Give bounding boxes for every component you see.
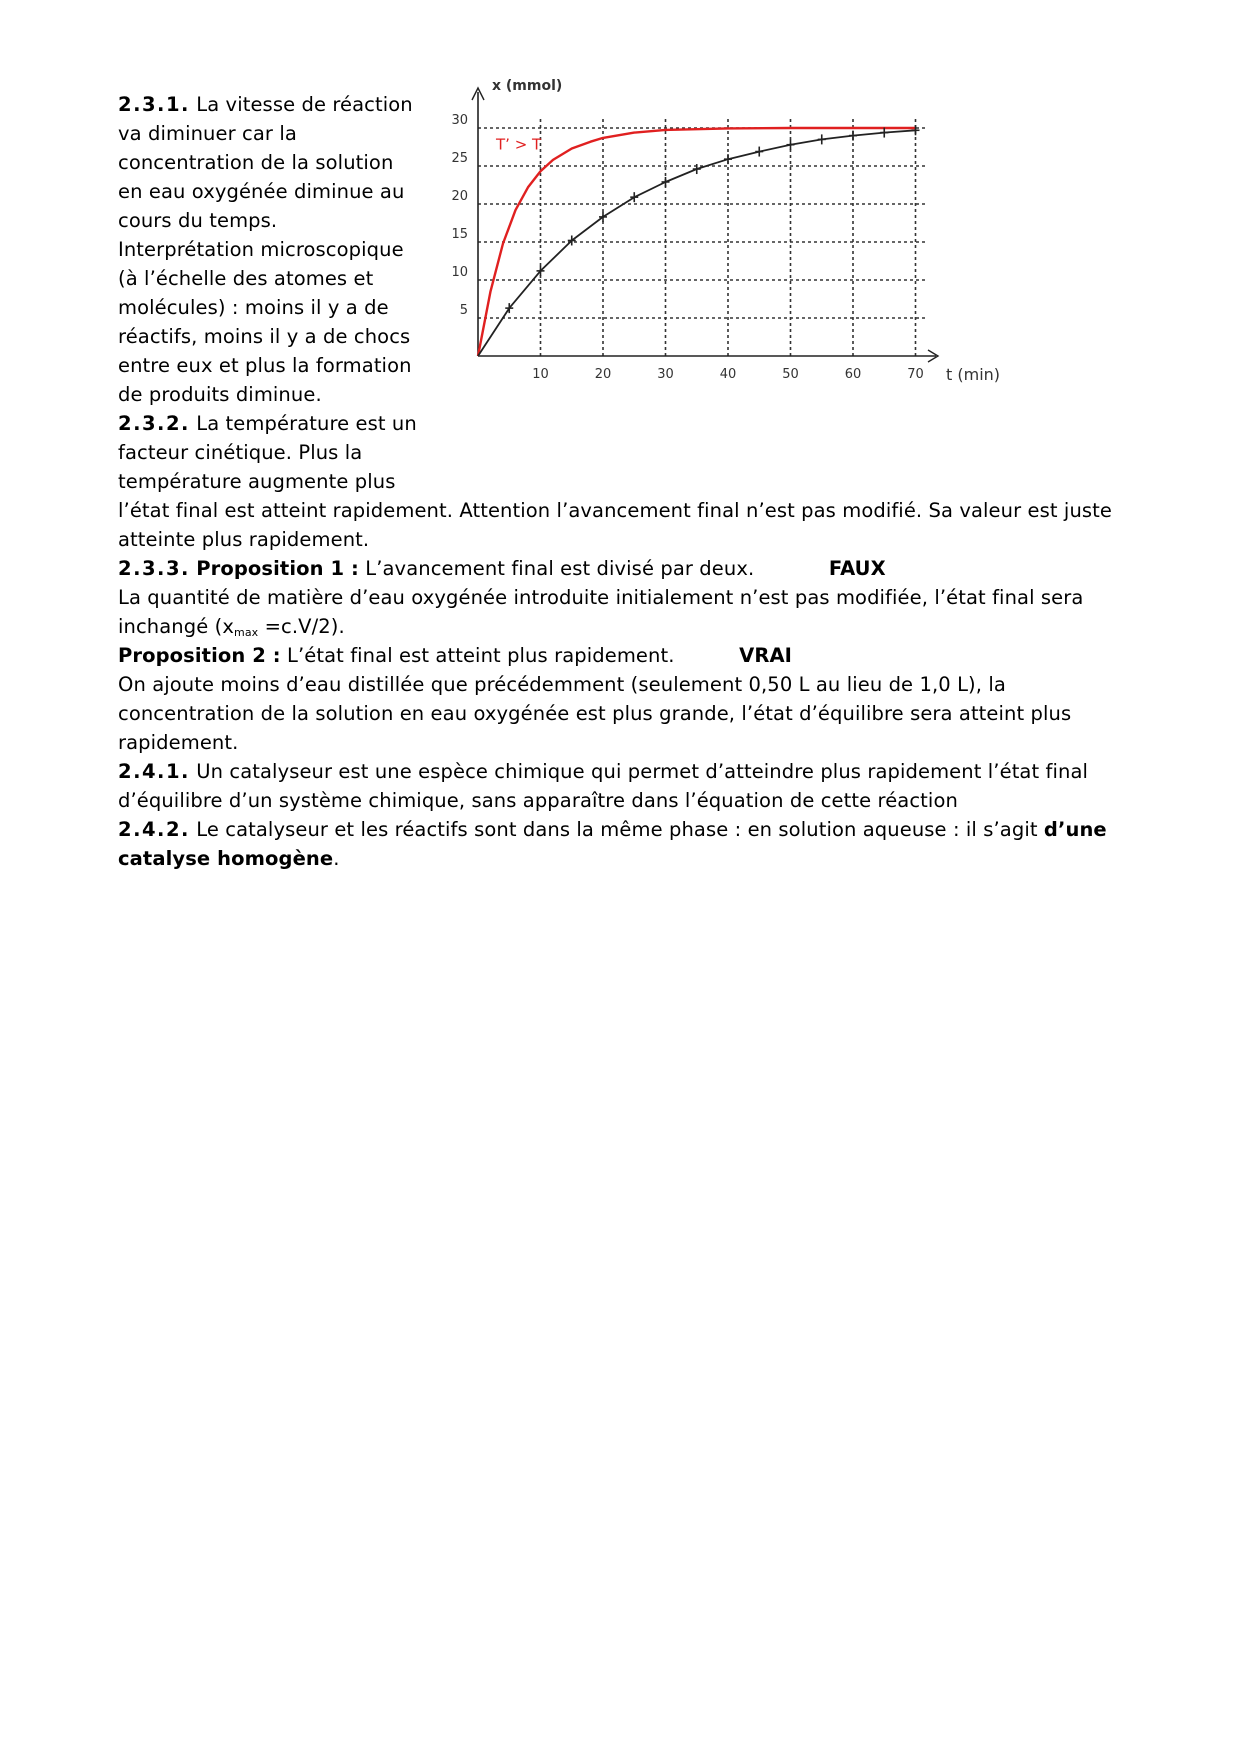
data-point-marker xyxy=(693,164,701,174)
proposition-1-text: L’avancement final est divisé par deux. xyxy=(365,557,755,580)
question-number-2-3-3: 2.3.3. xyxy=(118,557,190,580)
y-tick-label: 20 xyxy=(451,189,468,204)
x-tick-label: 50 xyxy=(782,367,799,382)
data-point-marker xyxy=(755,147,763,157)
x-tick-label: 70 xyxy=(907,367,924,382)
answer-2-3-3 xyxy=(118,554,1128,873)
proposition-1-label: Proposition 1 : xyxy=(196,557,359,580)
y-tick-label: 15 xyxy=(451,227,468,242)
answer-2-3-2-text-start: La température est un facteur cinétique. Plus la température augmente plus xyxy=(118,412,417,493)
data-point-marker xyxy=(724,154,732,164)
proposition-1-explanation-end: =c.V/2). xyxy=(258,615,345,638)
answer-2-4-1-text: Un catalyseur est une espèce chimique qui permet d’atteindre plus rapidement l’état final d’équilibre d’un système chimique, sans apparaître dans l’équation de cette réaction xyxy=(118,760,1089,812)
answer-2-4-2-bold: d’une catalyse homogène xyxy=(118,818,1107,870)
data-point-marker xyxy=(787,140,795,150)
data-point-marker xyxy=(630,192,638,202)
proposition-2-verdict: VRAI xyxy=(739,644,792,667)
y-axis-label: x (mmol) xyxy=(492,78,563,94)
annotation-temperature: T’ > T xyxy=(496,135,542,154)
question-number-2-3-1: 2.3.1. xyxy=(118,93,190,116)
xmax-subscript: max xyxy=(234,626,259,639)
data-point-marker xyxy=(662,177,670,187)
y-tick-label: 5 xyxy=(459,303,468,318)
x-tick-label: 10 xyxy=(532,367,549,382)
proposition-2-label: Proposition 2 : xyxy=(118,644,281,667)
answer-2-3-1-text: La vitesse de réaction va diminuer car la concentration de la solution en eau oxygénée diminue au cours du temps. xyxy=(118,93,413,232)
y-tick-label: 25 xyxy=(451,151,468,166)
answer-2-4-2-text: Le catalyseur et les réactifs sont dans la même phase : en solution aqueuse : il s’agit xyxy=(196,818,1044,841)
y-tick-label: 10 xyxy=(451,265,468,280)
x-tick-label: 20 xyxy=(594,367,612,382)
proposition-2-text: L’état final est atteint plus rapidement. xyxy=(287,644,675,667)
chart-grid xyxy=(478,117,928,356)
question-number-2-4-1: 2.4.1. xyxy=(118,760,190,783)
data-point-marker xyxy=(818,134,826,144)
proposition-1-verdict: FAUX xyxy=(828,557,886,580)
question-number-2-4-2: 2.4.2. xyxy=(118,818,190,841)
x-tick-label: 40 xyxy=(719,367,737,382)
data-point-marker xyxy=(849,131,857,141)
data-point-marker xyxy=(599,212,607,222)
data-point-marker xyxy=(912,125,920,135)
y-tick-label: 30 xyxy=(451,113,468,128)
chart-labels xyxy=(451,78,1000,384)
x-tick-label: 60 xyxy=(844,367,862,382)
answer-2-3-2-continuation xyxy=(118,496,1128,554)
answer-2-3-1-interpretation: Interprétation microscopique (à l’échelle des atomes et molécules) : moins il y a de réactifs, moins il y a de chocs entre eux et plus la formation de produits diminue. xyxy=(118,238,412,406)
x-tick-label: 30 xyxy=(657,367,674,382)
question-number-2-3-2: 2.3.2. xyxy=(118,412,190,435)
kinetics-chart xyxy=(448,76,1068,442)
x-axis-label: t (min) xyxy=(946,365,1001,384)
answer-2-3-2-text-end: l’état final est atteint rapidement. Attention l’avancement final n’est pas modifié. Sa valeur est juste atteinte plus rapidement. xyxy=(118,499,1113,551)
answer-2-3-1-and-2-3-2 xyxy=(118,90,418,496)
proposition-1-explanation: La quantité de matière d’eau oxygénée introduite initialement n’est pas modifiée, l’état final sera inchangé (x xyxy=(118,586,1084,638)
answer-2-4-2-end: . xyxy=(333,847,340,870)
proposition-2-explanation: On ajoute moins d’eau distillée que précédemment (seulement 0,50 L au lieu de 1,0 L), la concentration de la solution en eau oxygénée est plus grande, l’état d’équilibre sera atteint plus rapidement. xyxy=(118,673,1072,754)
